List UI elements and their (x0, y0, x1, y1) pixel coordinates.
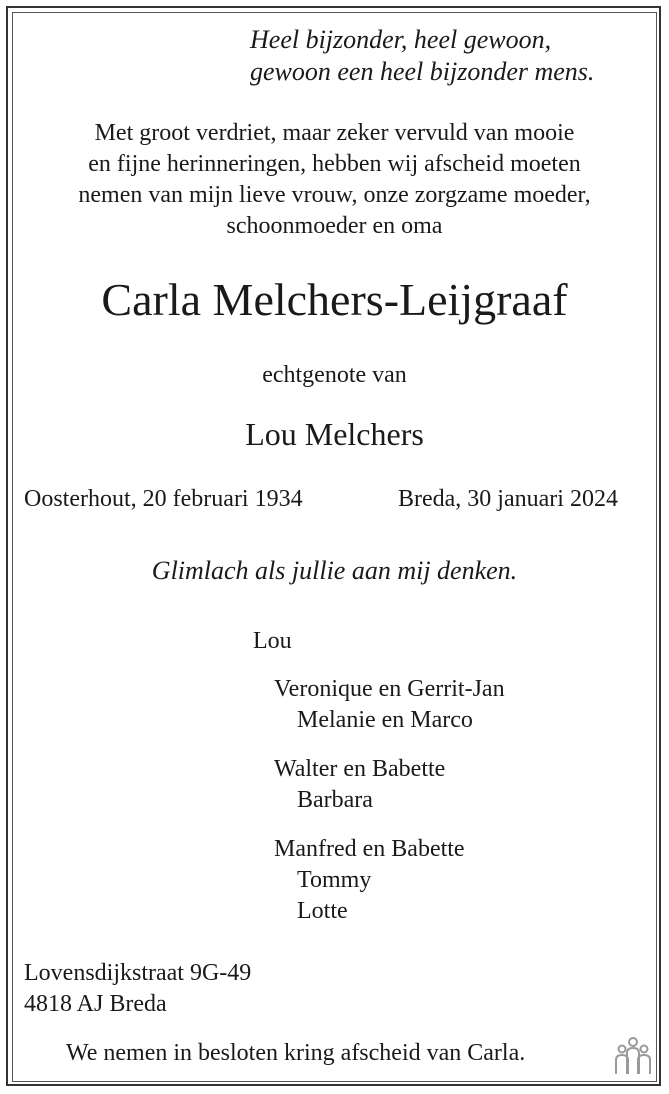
address-city: 4818 AJ Breda (24, 991, 167, 1017)
family-group-2-child: Barbara (297, 787, 373, 813)
intro-line-2: en fijne herinneringen, hebben wij afscheid moeten (88, 151, 581, 177)
family-group-3-child-2: Lotte (297, 898, 348, 924)
intro-line-1: Met groot verdriet, maar zeker vervuld van mooie (94, 120, 575, 146)
intro-line-3: nemen van mijn lieve vrouw, onze zorgzame moeder, (78, 182, 591, 208)
closing-text: We nemen in besloten kring afscheid van Carla. (66, 1040, 526, 1066)
intro-text (0, 118, 669, 242)
motto-line-1: Heel bijzonder, heel gewoon, (250, 25, 552, 54)
spouse-label: echtgenote van (262, 362, 407, 388)
family-group-3-parents: Manfred en Babette (274, 836, 465, 862)
quote: Glimlach als jullie aan mij denken. (151, 556, 518, 585)
family-group-3-child-1: Tommy (297, 867, 372, 893)
family-group-2-parents: Walter en Babette (274, 756, 446, 782)
intro-line-4: schoonmoeder en oma (226, 213, 443, 239)
people-group-icon (612, 1036, 654, 1078)
motto (250, 24, 594, 88)
family-spouse: Lou (253, 628, 292, 654)
address-street: Lovensdijkstraat 9G-49 (24, 960, 252, 986)
motto-line-2: gewoon een heel bijzonder mens. (250, 57, 595, 86)
deceased-name: Carla Melchers-Leijgraaf (101, 274, 568, 325)
birth-place-date: Oosterhout, 20 februari 1934 (24, 486, 303, 512)
family-group-1-child: Melanie en Marco (297, 707, 473, 733)
spouse-name: Lou Melchers (245, 416, 424, 452)
death-place-date: Breda, 30 januari 2024 (398, 486, 618, 512)
family-group-1-parents: Veronique en Gerrit-Jan (274, 676, 505, 702)
address (24, 958, 251, 1020)
